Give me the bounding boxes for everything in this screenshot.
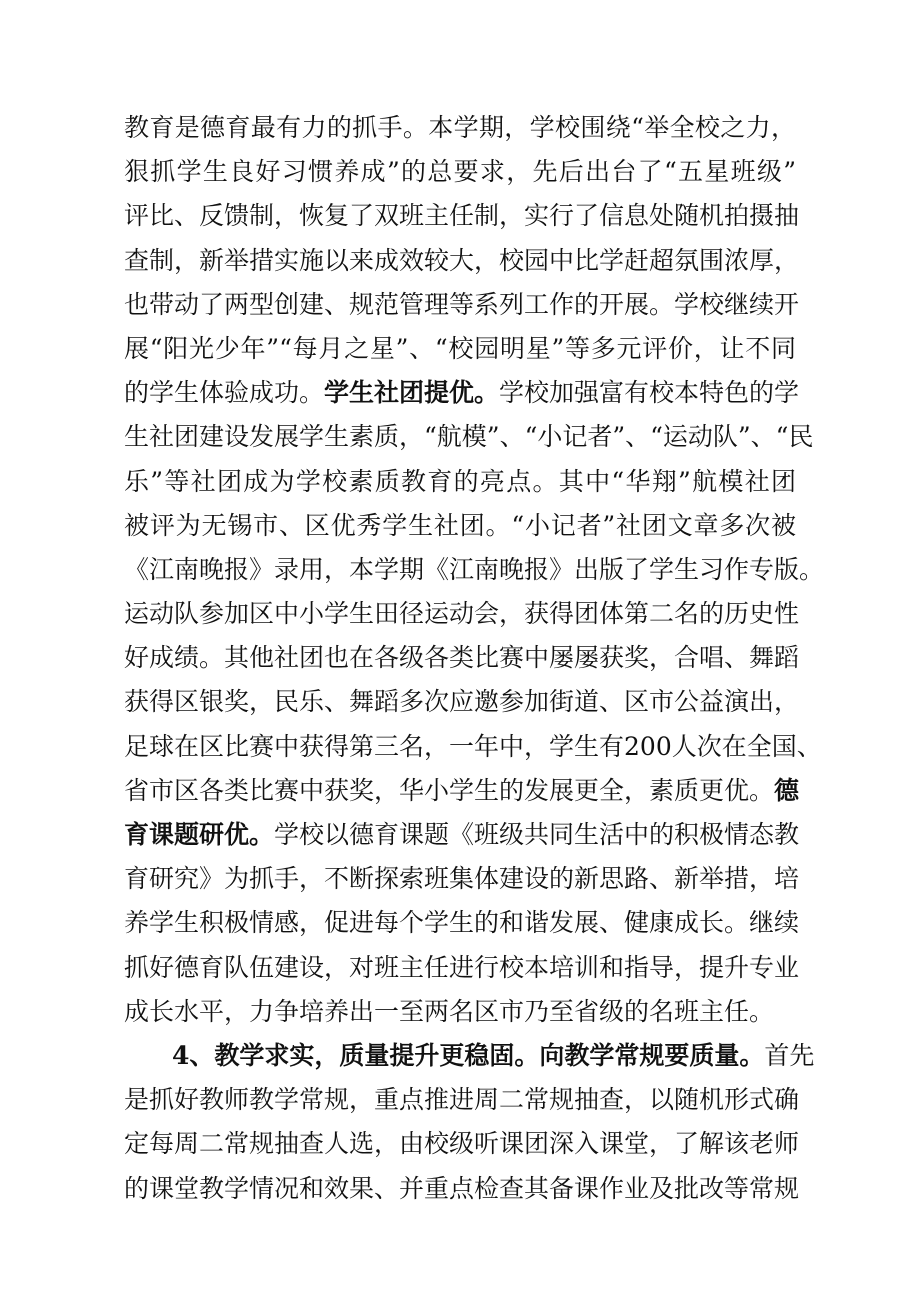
text-segment: 足球在区比赛中获得第三名，一年中，学生有200人次在全国、 — [124, 731, 822, 761]
text-segment: 评比、反馈制，恢复了双班主任制，实行了信息处随机拍摄抽 — [124, 201, 800, 231]
text-segment: 学校加强富有校本特色的学 — [499, 378, 800, 408]
text-line — [124, 990, 796, 1034]
text-segment: 抓好德育队伍建设，对班主任进行校本培训和指导，提升专业 — [124, 952, 800, 982]
text-line — [124, 725, 822, 769]
text-segment: 乐”等社团成为学校素质教育的亮点。其中“华翔”航模社团 — [124, 466, 796, 496]
bold-heading-segment: 育课题研优。 — [124, 820, 275, 849]
text-line — [124, 813, 800, 857]
text-line — [124, 504, 796, 548]
text-segment: 运动队参加区中小学生田径运动会，获得团体第二名的历史性 — [124, 599, 800, 629]
text-line — [124, 946, 800, 990]
text-line — [124, 769, 800, 813]
text-segment: 好成绩。其他社团也在各级各类比赛中屡屡获奖，合唱、舞蹈 — [124, 643, 800, 673]
text-line — [124, 327, 796, 371]
text-line — [124, 592, 800, 636]
text-line — [124, 680, 800, 724]
text-segment: 学校以德育课题《班级共同生活中的积极情态教 — [274, 820, 800, 849]
text-line — [124, 283, 800, 327]
text-line — [124, 1034, 815, 1078]
text-line — [124, 415, 814, 459]
text-line — [124, 1078, 800, 1122]
text-segment: 展“阳光少年”“每月之星”、“校园明星”等多元评价，让不同 — [124, 333, 796, 363]
bold-heading-segment: 学生社团提优。 — [324, 378, 500, 408]
text-line — [124, 371, 800, 415]
text-segment: 被评为无锡市、区优秀学生社团。“小记者”社团文章多次被 — [124, 510, 796, 540]
text-segment: 成长水平，力争培养出一至两名区市乃至省级的名班主任。 — [124, 996, 775, 1026]
text-line — [124, 1122, 800, 1166]
text-segment: 是抓好教师教学常规，重点推进周二常规抽查，以随机形式确 — [124, 1085, 800, 1115]
text-segment: 狠抓学生良好习惯养成”的总要求，先后出台了“五星班级” — [124, 157, 796, 187]
text-line — [124, 106, 796, 150]
text-line — [124, 857, 800, 901]
text-line — [124, 460, 796, 504]
text-segment: 也带动了两型创建、规范管理等系列工作的开展。学校继续开 — [124, 289, 800, 319]
bold-heading-segment: 德 — [774, 775, 800, 805]
text-line — [124, 194, 800, 238]
text-segment: 获得区银奖，民乐、舞蹈多次应邀参加街道、区市公益演出， — [124, 687, 800, 717]
text-line — [124, 548, 825, 592]
text-line — [124, 239, 800, 283]
bold-heading-segment: 4、教学求实，质量提升更稳固。向教学常规要质量。 — [172, 1040, 765, 1070]
text-segment: 首先 — [764, 1040, 815, 1070]
text-segment: 的学生体验成功。 — [124, 378, 325, 408]
text-segment: 教育是德育最有力的抓手。本学期，学校围绕“举全校之力， — [124, 113, 796, 142]
text-segment: 定每周二常规抽查人选，由校级听课团深入课堂，了解该老师 — [124, 1129, 800, 1159]
text-segment: 省市区各类比赛中获奖，华小学生的发展更全，素质更优。 — [124, 775, 775, 805]
body-text — [124, 106, 825, 1211]
text-segment: 《江南晚报》录用，本学期《江南晚报》出版了学生习作专版。 — [124, 554, 825, 584]
text-segment: 养学生积极情感，促进每个学生的和谐发展、健康成长。继续 — [124, 908, 800, 938]
text-line — [124, 1167, 800, 1211]
text-line — [124, 901, 800, 945]
text-segment: 查制，新举措实施以来成效较大，校园中比学赶超氛围浓厚， — [124, 245, 800, 275]
text-line — [124, 636, 800, 680]
text-segment: 的课堂教学情况和效果、并重点检查其备课作业及批改等常规 — [124, 1173, 800, 1203]
text-segment: 生社团建设发展学生素质，“航模”、“小记者”、“运动队”、“民 — [124, 422, 814, 452]
text-line — [124, 150, 796, 194]
text-segment: 育研究》为抓手，不断探索班集体建设的新思路、新举措，培 — [124, 864, 800, 894]
